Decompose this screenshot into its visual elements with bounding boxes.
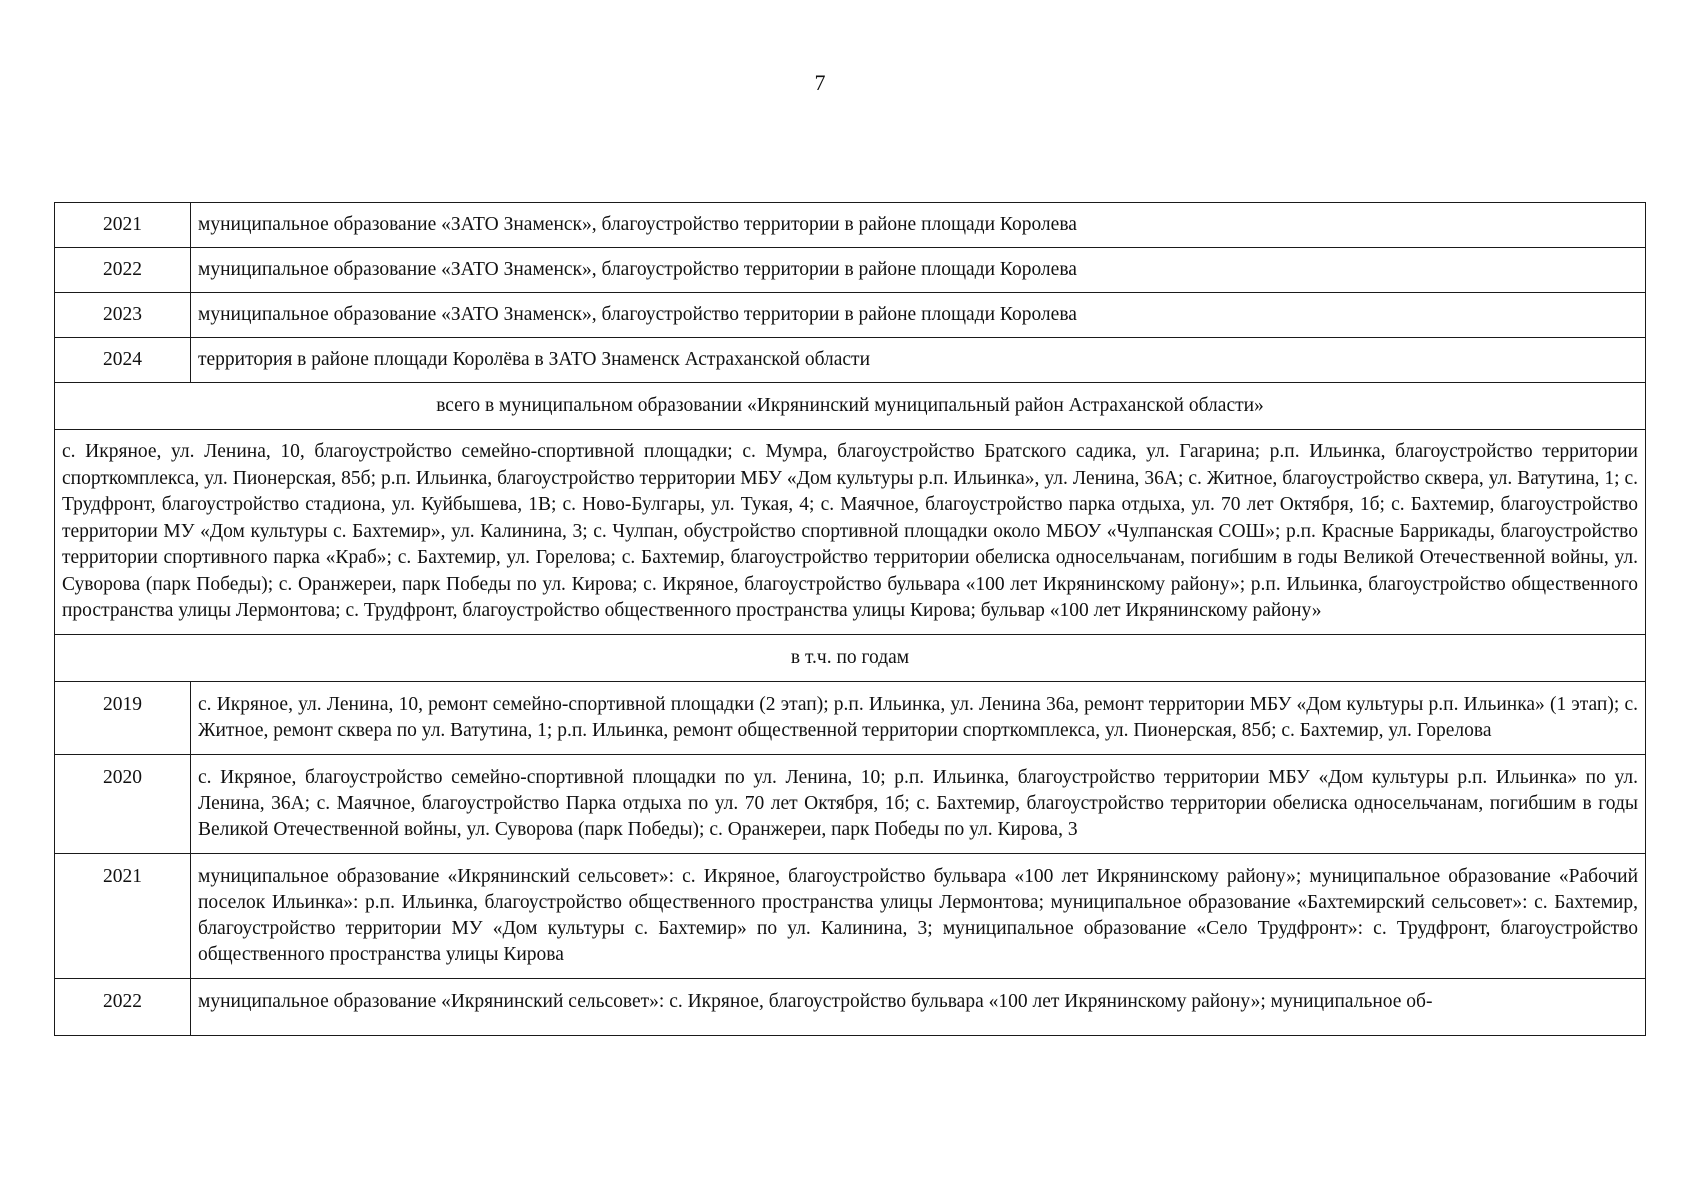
table-row bbox=[55, 681, 1646, 754]
year-cell: 2019 bbox=[55, 681, 191, 754]
by-year-heading: в т.ч. по годам bbox=[55, 634, 1646, 681]
program-table bbox=[54, 202, 1646, 1036]
description-cell: муниципальное образование «Икрянинский сельсовет»: с. Икряное, благоустройство бульвара «100 лет Икрянинскому району»; муниципальное образование «Рабочий поселок Ильинка»: р.п. Ильинка, благоустройство общественного пространства улицы Лермонтова; муниципальное образование «Бахтемирский сельсовет»: с. Бахтемир, благоустройство территории МУ «Дом культуры с. Бахтемир» по ул. Калинина, 3; муниципальное образование «Село Трудфронт»: с. Трудфронт, благоустройство общественного пространства улицы Кирова bbox=[191, 853, 1646, 978]
description-cell: с. Икряное, ул. Ленина, 10, ремонт семейно-спортивной площадки (2 этап); р.п. Ильинка, ул. Ленина 36а, ремонт территории МБУ «Дом культуры р.п. Ильинка» (1 этап); с. Житное, ремонт сквера по ул. Ватутина, 1; р.п. Ильинка, ремонт общественной территории спорткомплекса, ул. Пионерская, 85б; с. Бахтемир, ул. Горелова bbox=[191, 681, 1646, 754]
table-row bbox=[55, 853, 1646, 978]
description-cell: муниципальное образование «ЗАТО Знаменск», благоустройство территории в районе площади Королева bbox=[191, 248, 1646, 293]
description-cell: муниципальное образование «ЗАТО Знаменск», благоустройство территории в районе площади Королева bbox=[191, 293, 1646, 338]
year-cell: 2022 bbox=[55, 978, 191, 1035]
page-number: 7 bbox=[814, 70, 826, 95]
table-row bbox=[55, 203, 1646, 248]
table-row bbox=[55, 248, 1646, 293]
description-cell: территория в районе площади Королёва в ЗАТО Знаменск Астраханской области bbox=[191, 338, 1646, 383]
year-cell: 2023 bbox=[55, 293, 191, 338]
total-description: с. Икряное, ул. Ленина, 10, благоустройство семейно-спортивной площадки; с. Мумра, благоустройство Братского садика, ул. Гагарина; р.п. Ильинка, благоустройство территории спорткомплекса, ул. Пионерская, 85б; р.п. Ильинка, благоустройство территории МБУ «Дом культуры р.п. Ильинка», ул. Ленина, 36А; с. Житное, благоустройство сквера, ул. Ватутина, 1; с. Трудфронт, благоустройство стадиона, ул. Куйбышева, 1В; с. Ново-Булгары, ул. Тукая, 4; с. Маячное, благоустройство парка отдыха, ул. 70 лет Октября, 1б; с. Бахтемир, благоустройство территории МУ «Дом культуры с. Бахтемир», ул. Калинина, 3; с. Чулпан, обустройство спортивной площадки около МБОУ «Чулпанская СОШ»; р.п. Красные Баррикады, благоустройство территории спортивного парка «Краб»; с. Бахтемир, ул. Горелова; с. Бахтемир, благоустройство территории обелиска односельчанам, погибшим в годы Великой Отечественной войны, ул. Суворова (парк Победы); с. Оранжереи, парк Победы по ул. Кирова; с. Икряное, благоустройство бульвара «100 лет Икрянинскому району»; р.п. Ильинка, благоустройство общественного пространства улицы Лермонтова; с. Трудфронт, благоустройство общественного пространства улицы Кирова; бульвар «100 лет Икрянинскому району» bbox=[55, 430, 1646, 635]
year-cell: 2021 bbox=[55, 203, 191, 248]
year-cell: 2021 bbox=[55, 853, 191, 978]
section-heading-row bbox=[55, 383, 1646, 430]
table-row bbox=[55, 978, 1646, 1035]
year-cell: 2020 bbox=[55, 754, 191, 853]
table-row bbox=[55, 293, 1646, 338]
section-heading-row bbox=[55, 634, 1646, 681]
year-cell: 2024 bbox=[55, 338, 191, 383]
description-cell: муниципальное образование «ЗАТО Знаменск», благоустройство территории в районе площади Королева bbox=[191, 203, 1646, 248]
total-heading: всего в муниципальном образовании «Икрянинский муниципальный район Астраханской области» bbox=[55, 383, 1646, 430]
description-cell: муниципальное образование «Икрянинский сельсовет»: с. Икряное, благоустройство бульвара «100 лет Икрянинскому району»; муниципальное об- bbox=[191, 978, 1646, 1035]
year-cell: 2022 bbox=[55, 248, 191, 293]
table-row bbox=[55, 754, 1646, 853]
table-row bbox=[55, 338, 1646, 383]
description-cell: с. Икряное, благоустройство семейно-спортивной площадки по ул. Ленина, 10; р.п. Ильинка, благоустройство территории МБУ «Дом культуры р.п. Ильинка» по ул. Ленина, 36А; с. Маячное, благоустройство Парка отдыха по ул. 70 лет Октября, 1б; с. Бахтемир, благоустройство территории обелиска односельчанам, погибшим в годы Великой Отечественной войны, ул. Суворова (парк Победы); с. Оранжереи, парк Победы по ул. Кирова, 3 bbox=[191, 754, 1646, 853]
total-row bbox=[55, 430, 1646, 635]
